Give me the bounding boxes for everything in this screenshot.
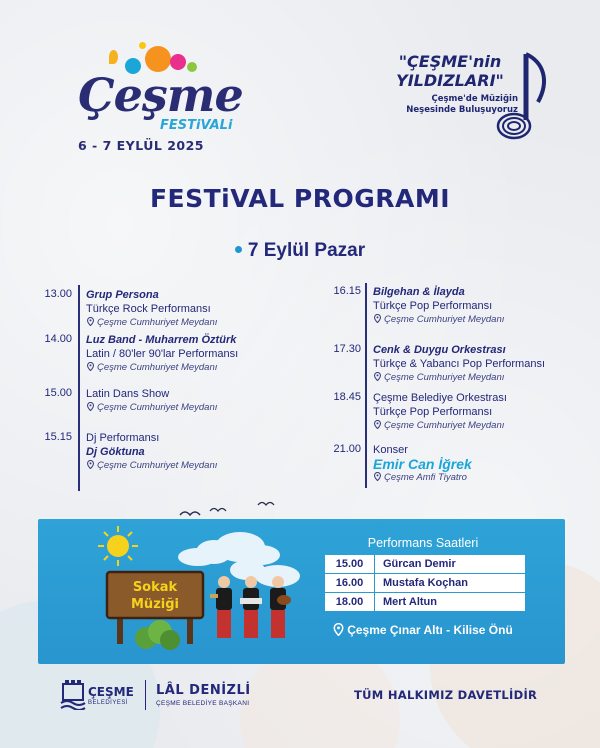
event-location: Çeşme Cumhuriyet Meydanı — [86, 316, 217, 330]
municipality-name: ÇEŞME — [88, 685, 134, 699]
stars-title-line2: YILDIZLARI" — [396, 71, 504, 90]
festival-logo — [60, 40, 243, 160]
birds-icon — [170, 495, 280, 525]
location-pin-icon — [373, 314, 382, 323]
performance-time: 18.00 — [325, 593, 375, 611]
stars-subtitle-line2: Neşesinde Buluşuyoruz — [406, 105, 518, 115]
location-pin-icon — [86, 402, 95, 411]
stars-title-line1: "ÇEŞME'nin — [398, 52, 502, 71]
invitation-text: TÜM HALKIMIZ DAVETLİDİR — [354, 688, 538, 702]
mayor-name: LÂL DENİZLİ — [156, 683, 251, 698]
bullet-icon — [235, 246, 242, 253]
event-title: Konser — [373, 444, 408, 456]
event-location: Çeşme Cumhuriyet Meydanı — [373, 313, 504, 327]
timeline-line — [365, 283, 367, 488]
event-title: Çeşme Belediye Orkestrası — [373, 392, 507, 404]
location-pin-icon — [86, 317, 95, 326]
table-row — [325, 574, 525, 593]
location-pin-icon — [86, 460, 95, 469]
performer-name: Gürcan Demir — [375, 555, 525, 573]
event-subtitle: Türkçe Rock Performansı — [86, 303, 211, 315]
event-subtitle: Türkçe Pop Performansı — [373, 406, 493, 418]
event-time: 21.00 — [333, 443, 361, 455]
event-time: 15.00 — [44, 387, 72, 399]
municipality-sub: BELEDİYESİ — [88, 700, 129, 706]
svg-text:Müziği: Müziği — [131, 597, 179, 612]
location-pin-icon — [373, 372, 382, 381]
event-time: 17.30 — [333, 343, 361, 355]
program-title: FESTiVAL PROGRAMI — [149, 184, 451, 213]
event-title: Bilgehan & İlayda — [373, 286, 465, 298]
performer-name: Mert Altun — [375, 593, 525, 611]
event-location: Çeşme Cumhuriyet Meydanı — [373, 371, 545, 385]
event-time: 16.15 — [333, 285, 361, 297]
event-title: Cenk & Duygu Orkestrası — [373, 344, 506, 356]
event-subtitle: Türkçe Pop Performansı — [373, 300, 493, 312]
event-subtitle: Dj Göktuna — [86, 446, 145, 458]
performance-time: 16.00 — [325, 574, 375, 592]
sun-icon — [96, 524, 140, 568]
mayor-role: ÇEŞME BELEDİYE BAŞKANI — [156, 700, 250, 707]
municipality-logo-icon — [60, 678, 86, 710]
day-title — [0, 240, 600, 262]
svg-text:Sokak: Sokak — [132, 580, 178, 595]
performer-name: Mustafa Koçhan — [375, 574, 525, 592]
event-time: 18.45 — [333, 391, 361, 403]
event-location: Çeşme Amfi Tiyatro — [373, 471, 472, 485]
stars-subtitle-line1: Çeşme'de Müziğin — [431, 94, 518, 104]
event-subtitle: Türkçe & Yabancı Pop Performansı — [373, 358, 546, 370]
event-subtitle: Latin / 80'ler 90'lar Performansı — [86, 348, 239, 360]
performance-hours-title: Performans Saatleri — [367, 536, 479, 550]
event-time: 13.00 — [44, 288, 72, 300]
timeline-line — [78, 285, 80, 491]
event-location: Çeşme Cumhuriyet Meydanı — [373, 419, 507, 433]
event-time: 15.15 — [44, 431, 72, 443]
footer-divider — [145, 680, 146, 710]
street-music-location: Çeşme Çınar Altı - Kilise Önü — [313, 623, 533, 637]
table-row — [325, 593, 525, 612]
location-pin-icon — [333, 623, 344, 636]
logo-title: Çeşme — [78, 68, 243, 122]
performance-time: 15.00 — [325, 555, 375, 573]
music-note-icon — [488, 50, 558, 160]
event-subtitle: Emir Can İğrek — [373, 456, 472, 472]
event-location: Çeşme Cumhuriyet Meydanı — [86, 459, 217, 473]
festival-dates: 6 - 7 EYLÜL 2025 — [78, 138, 205, 153]
performance-table — [325, 555, 525, 612]
event-title: Grup Persona — [86, 289, 159, 301]
stars-logo — [380, 42, 560, 162]
event-title: Latin Dans Show — [86, 388, 170, 400]
day-title-text: 7 Eylül Pazar — [247, 240, 366, 261]
table-row — [325, 555, 525, 574]
event-title: Luz Band - Muharrem Öztürk — [86, 334, 237, 346]
musicians-illustration — [206, 572, 296, 644]
bush-icon — [132, 618, 182, 650]
location-pin-icon — [373, 472, 382, 481]
event-time: 14.00 — [44, 333, 72, 345]
logo-subtitle: FESTiVALi — [160, 118, 233, 133]
event-location: Çeşme Cumhuriyet Meydanı — [86, 401, 217, 415]
location-pin-icon — [86, 362, 95, 371]
event-location: Çeşme Cumhuriyet Meydanı — [86, 361, 238, 375]
location-pin-icon — [373, 420, 382, 429]
event-title: Dj Performansı — [86, 432, 160, 444]
